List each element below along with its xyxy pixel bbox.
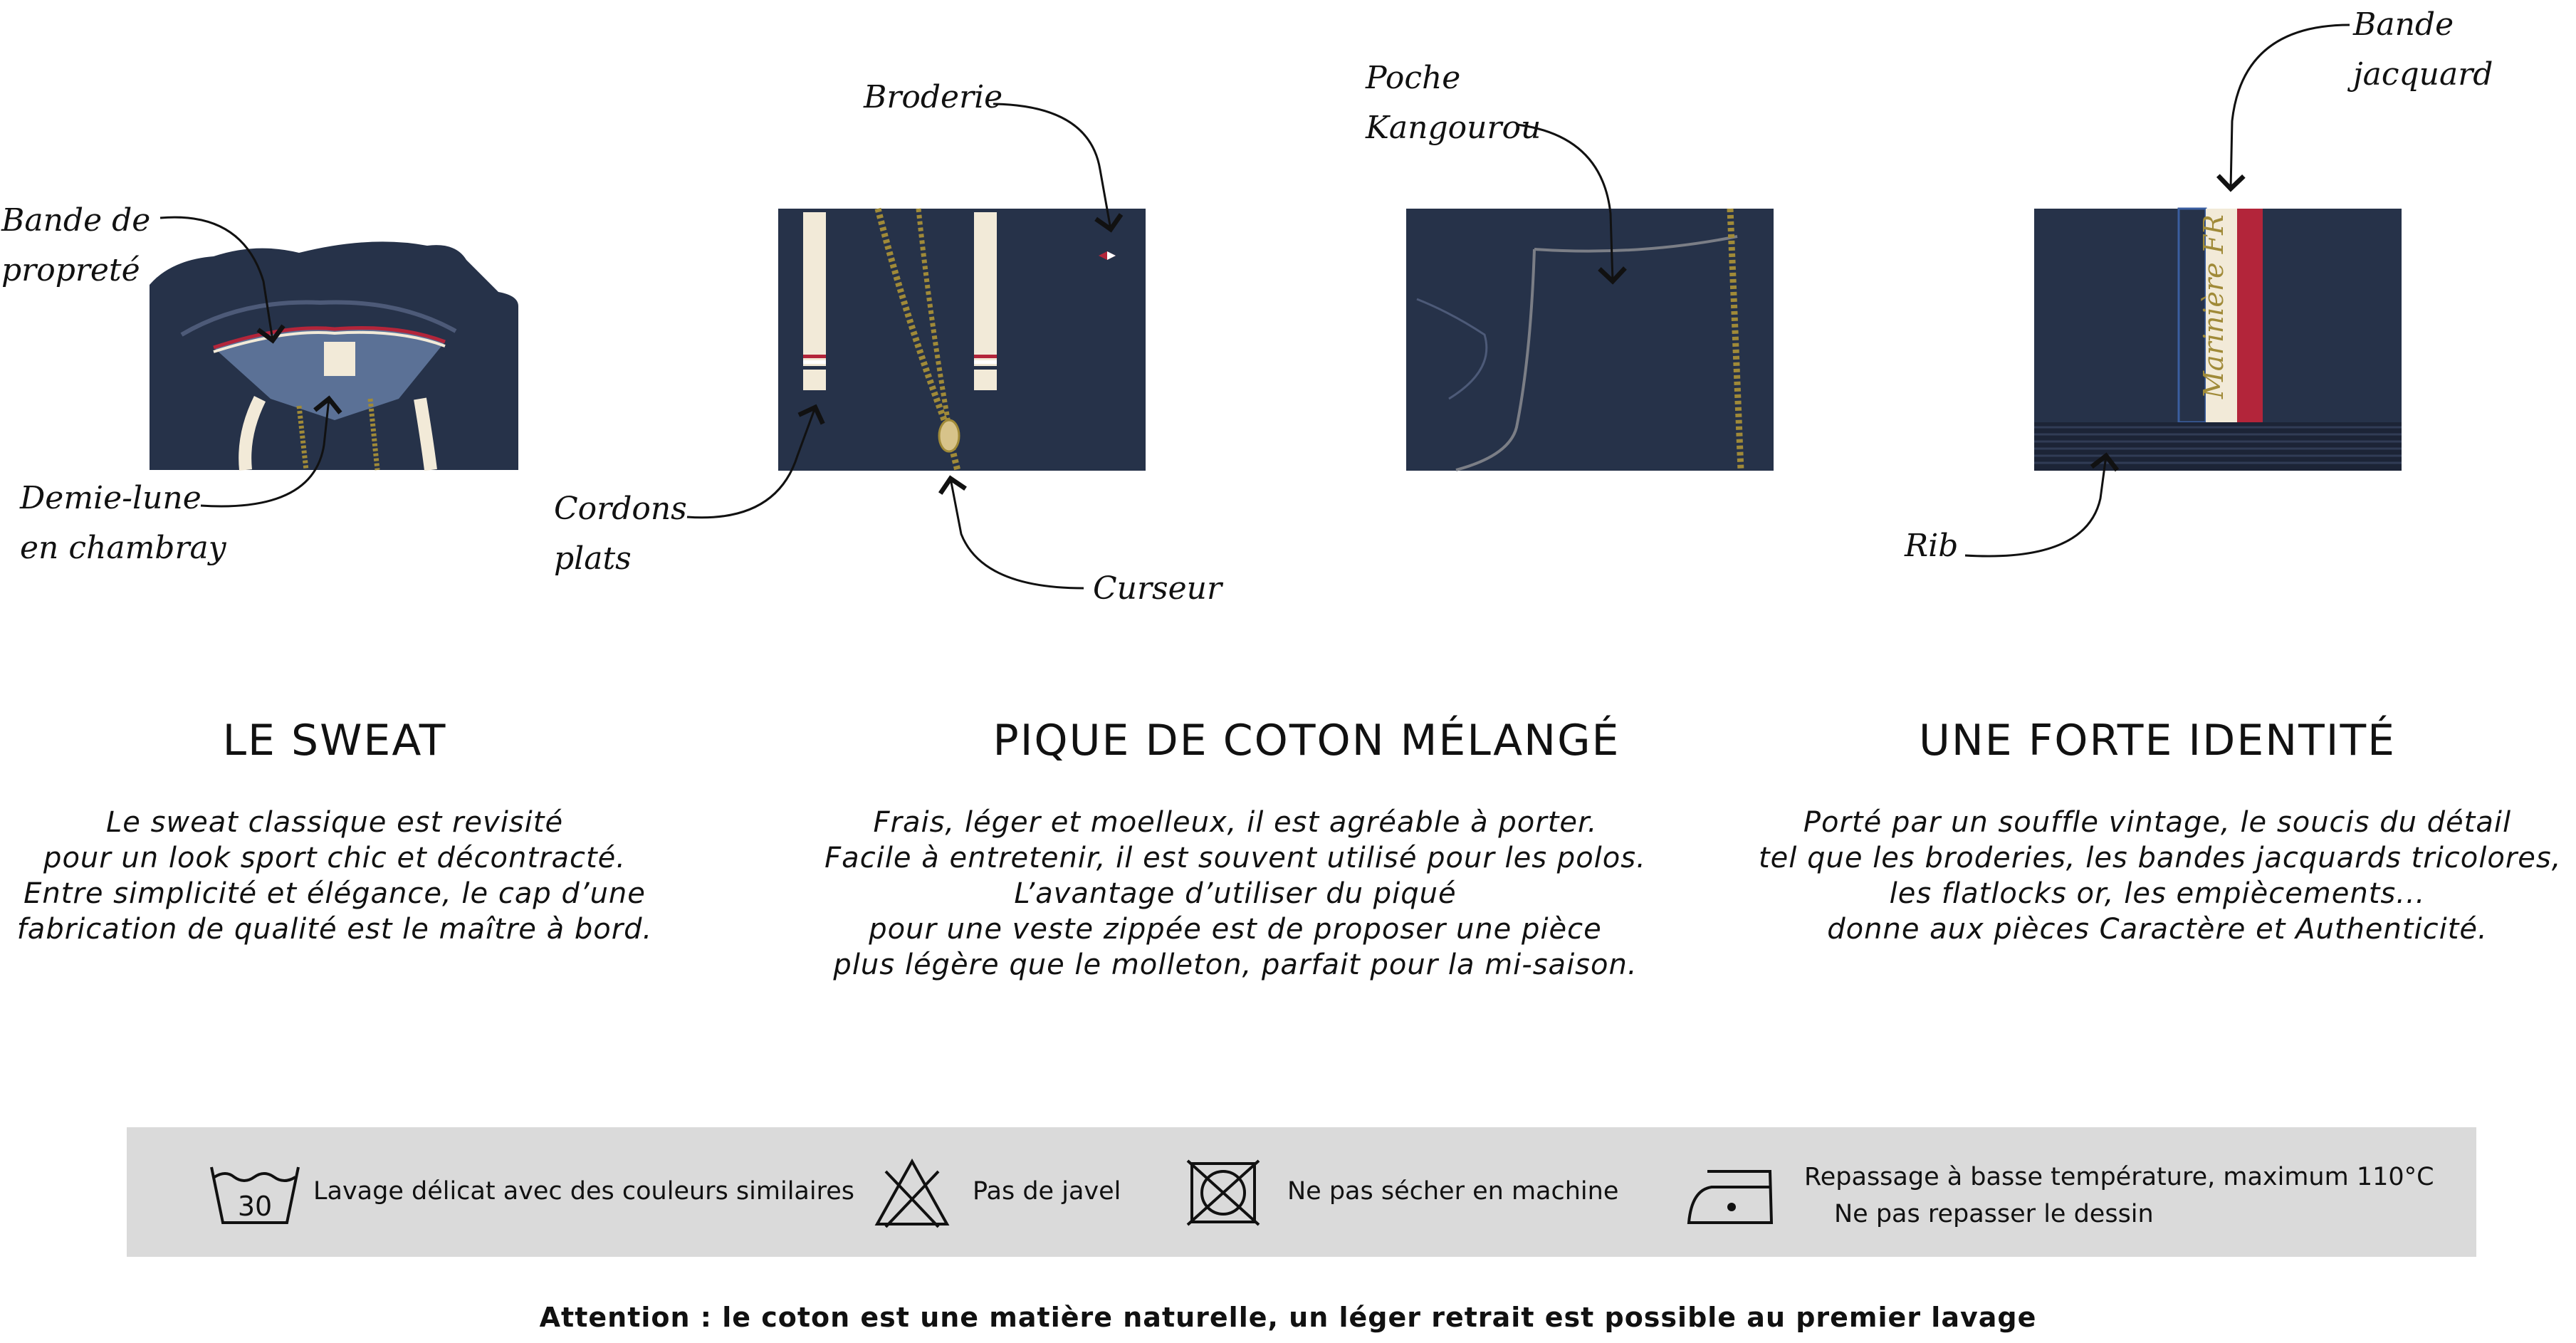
section-line: donne aux pièces Caractère et Authenticité. (1827, 913, 2488, 946)
callout-poche: Poche Kangourou (1366, 60, 1541, 146)
wash-30-icon (209, 1163, 301, 1227)
jacquard-lettering: Marinière FR (2198, 214, 2229, 399)
rib-hem-illustration (2034, 422, 2402, 471)
section-body-pique (783, 805, 1687, 983)
section-line: plus légère que le molleton, parfait pour la mi-saison. (833, 949, 1638, 981)
callout-rib: Rib (1905, 528, 1959, 564)
section-line: L’avantage d’utiliser du piqué (1014, 877, 1457, 910)
section-line: tel que les broderies, les bandes jacquards tricolores, (1759, 842, 2562, 874)
section-line: Facile à entretenir, il est souvent utilisé pour les polos. (824, 842, 1646, 874)
bleach-label: Pas de javel (973, 1177, 1121, 1206)
care-instructions-bar (127, 1127, 2476, 1257)
callout-bande-proprete: Bande de propreté (1, 202, 151, 288)
section-line: Entre simplicité et élégance, le cap d’une (23, 877, 646, 910)
callout-broderie: Broderie (864, 79, 1003, 115)
callout-curseur: Curseur (1093, 570, 1222, 607)
iron-label-2: Ne pas repasser le dessin (1834, 1200, 2154, 1228)
zip-front-illustration (778, 209, 1146, 471)
section-line: pour une veste zippée est de proposer une pièce (869, 913, 1602, 946)
section-body-identite (1759, 805, 2562, 947)
kangaroo-pocket-illustration (1406, 209, 1774, 471)
no-tumble-dry-icon (1186, 1159, 1260, 1226)
section-line: fabrication de qualité est le maître à bord. (16, 913, 653, 946)
section-title-pique: PIQUE DE COTON MÉLANGÉ (993, 716, 1621, 765)
iron-label-1: Repassage à basse température, maximum 110°C (1804, 1163, 2434, 1191)
section-line: Le sweat classique est revisité (105, 806, 564, 839)
section-line: les flatlocks or, les empiècements... (1889, 877, 2426, 910)
section-line: pour un look sport chic et décontracté. (43, 842, 626, 874)
callout-cordons: Cordons plats (554, 491, 687, 577)
iron-low-temp-icon (1686, 1164, 1779, 1228)
wash-label: Lavage délicat avec des couleurs similaires (313, 1177, 854, 1206)
svg-text:30: 30 (237, 1191, 273, 1222)
section-line: Frais, léger et moelleux, il est agréable à porter. (873, 806, 1598, 839)
jacquard-band-illustration (2034, 209, 2402, 422)
section-line: Porté par un souffle vintage, le soucis du détail (1803, 806, 2512, 839)
dryer-label: Ne pas sécher en machine (1287, 1177, 1619, 1206)
hood-collar-illustration (150, 241, 518, 470)
section-body-sweat (14, 805, 655, 947)
callout-demie-lune: Demie-lune en chambray (20, 480, 226, 566)
callout-bande-jacquard: Bande jacquard (2353, 6, 2493, 93)
section-title-sweat: LE SWEAT (222, 716, 447, 765)
no-bleach-icon (873, 1157, 951, 1228)
section-title-identite: UNE FORTE IDENTITÉ (1918, 716, 2397, 765)
shrinkage-notice: Attention : le coton est une matière naturelle, un léger retrait est possible au premier lavage (539, 1302, 2037, 1333)
